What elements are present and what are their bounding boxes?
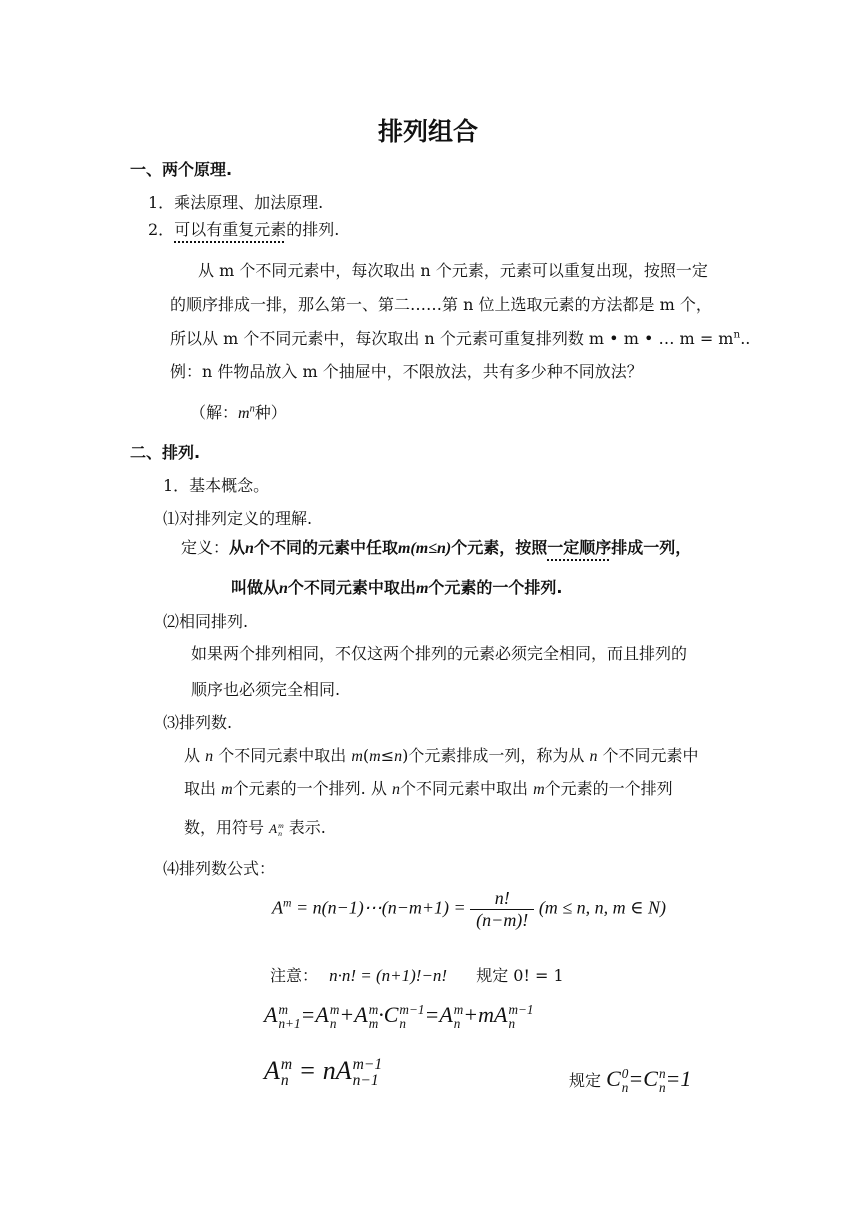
f1-mid: = n(n−1)⋯(n−m+1) = — [291, 897, 471, 918]
def-d: 个元素，按照 — [451, 538, 548, 557]
def-n: n — [245, 540, 254, 557]
cnt1a: 从 — [184, 746, 201, 765]
def-l2b: 个不同元素中取出 — [287, 578, 416, 597]
cnt2a: 取出 — [184, 779, 217, 798]
formula-recurrence: A m n+1 =A m n +A m m ·C m−1 n =A m n +mA m−1 n — [264, 1002, 534, 1031]
s1-solution-post: 种） — [254, 403, 287, 422]
f3-A2: A — [315, 1002, 329, 1027]
s2-sub-3: ⑶排列数. — [163, 713, 233, 732]
same-line-2: 顺序也必须完全相同. — [191, 680, 341, 699]
s1-para-line-3 — [170, 326, 750, 349]
page-title: 排列组合 — [378, 117, 479, 146]
same-line-1: 如果两个排列相同，不仅这两个排列的元素必须完全相同，而且排列的 — [191, 644, 688, 663]
f3-A1: A — [264, 1002, 278, 1027]
def-paren: (m≤n) — [410, 540, 452, 557]
def-l2c: 个元素的一个排列. — [428, 578, 563, 597]
s1-para-line-3-sup: n — [733, 328, 741, 341]
cnt2d: 个元素的一个排列 — [544, 779, 673, 798]
cnt3a: 数，用符号 — [184, 818, 265, 837]
f3-A4: A — [439, 1002, 453, 1027]
symbol-A-scripts — [278, 822, 284, 838]
cnt2-n: n — [391, 781, 400, 798]
symbol-A: A — [269, 821, 278, 836]
s1-item-2 — [148, 217, 339, 240]
cnt2b: 个元素的一个排列. 从 — [232, 779, 387, 798]
definition-line-2 — [231, 575, 562, 598]
s1-para-line-2: 的顺序排成一排，那么第一、第二……第 n 位上选取元素的方法都是 m 个， — [170, 295, 712, 314]
cnt1-m2: m — [369, 748, 381, 765]
f1-cond: (m ≤ n, n, m ∈ N) — [538, 897, 667, 918]
s1-item-2-num: 2． — [148, 220, 175, 239]
f4-A: A — [264, 1056, 280, 1085]
s1-item-1: 1．乘法原理、加法原理. — [148, 193, 324, 212]
s2-sub-1: ⑴对排列定义的理解. — [163, 509, 313, 528]
s1-item-2-emph: 可以有重复元素 — [174, 220, 287, 239]
f1-den: (n−m)! — [476, 910, 529, 930]
count-line-1 — [184, 743, 699, 766]
def-l2-n: n — [279, 580, 288, 597]
rule2-C2: C — [643, 1066, 658, 1091]
s2-sub-4: ⑷排列数公式： — [163, 859, 276, 878]
cnt2-m: m — [221, 781, 233, 798]
symbol-A-nm — [269, 820, 284, 839]
f3-A3: A — [354, 1002, 368, 1027]
cnt1-m: m — [351, 748, 363, 765]
symbol-A-sup: m — [278, 820, 284, 830]
def-l2a: 叫做从 — [231, 578, 280, 597]
note-line — [270, 963, 564, 986]
cnt1f: 个不同元素中 — [602, 746, 699, 765]
def-f: 排成一列， — [611, 538, 692, 557]
formula-permutation — [272, 888, 666, 931]
s1-example: 例：n 件物品放入 m 个抽屉中，不限放法，共有多少种不同放法？ — [170, 362, 643, 381]
section-1-heading: 一、两个原理. — [130, 160, 233, 179]
def-b: 从 — [229, 538, 246, 557]
section-2-heading: 二、排列. — [130, 443, 201, 462]
s1-para-line-3-text: 所以从 m 个不同元素中，每次取出 n 个元素可重复排列数 m • m • … m = m — [170, 329, 734, 348]
cnt3b: 表示. — [288, 818, 326, 837]
cnt2c: 个不同元素中取出 — [399, 779, 528, 798]
s2-sub-2: ⑵相同排列. — [163, 612, 249, 631]
cnt1b: 个不同元素中取出 — [218, 746, 347, 765]
def-l2-m: m — [415, 580, 429, 597]
s1-para-line-1: 从 m 个不同元素中，每次取出 n 个元素，元素可以重复出现，按照一定 — [198, 261, 708, 280]
s1-solution-pre: （解： — [190, 403, 239, 422]
count-line-2 — [184, 776, 673, 799]
definition-line-1 — [181, 535, 691, 558]
s1-item-2-tail: 的排列. — [286, 220, 340, 239]
f1-A: A — [272, 897, 283, 918]
cnt1e: )个元素排成一列，称为从 — [402, 746, 585, 765]
def-c: 个不同的元素中任取 — [253, 538, 398, 557]
def-emph: 一定顺序 — [547, 538, 612, 557]
cnt1c: ( — [362, 746, 370, 765]
cnt2-m2: m — [533, 781, 545, 798]
cnt1-n: n — [205, 748, 214, 765]
f4-eq: = nA — [292, 1056, 352, 1085]
note-label: 注意： — [270, 966, 319, 985]
cnt1d: ≤ — [380, 746, 395, 765]
rule2-label: 规定 — [569, 1071, 602, 1090]
s2-item-1: 1．基本概念。 — [163, 476, 270, 495]
s1-solution — [190, 400, 287, 423]
f1-fraction — [470, 888, 534, 931]
s1-para-line-3-tail: .. — [740, 329, 751, 348]
s1-solution-sup: n — [249, 403, 255, 415]
rule-combination — [569, 1066, 691, 1095]
rule2-C1: C — [606, 1066, 621, 1091]
s1-solution-m: m — [238, 405, 250, 422]
cnt1-n2: n — [394, 748, 403, 765]
f1-sup: m — [283, 896, 292, 910]
cnt1-n3: n — [589, 748, 598, 765]
rule2-formula: C 0 n =C n n =1 — [606, 1066, 692, 1095]
f1-num: n! — [470, 888, 534, 910]
count-line-3 — [184, 815, 326, 838]
symbol-A-sub: n — [278, 829, 282, 839]
def-m: m — [397, 540, 411, 557]
def-label: 定义： — [181, 538, 230, 557]
note-rule: 规定 0! = 1 — [476, 966, 564, 985]
note-formula: n·n! = (n+1)!−n! — [329, 966, 448, 985]
formula-identity: A m n = nA m−1 n−1 — [264, 1055, 383, 1090]
